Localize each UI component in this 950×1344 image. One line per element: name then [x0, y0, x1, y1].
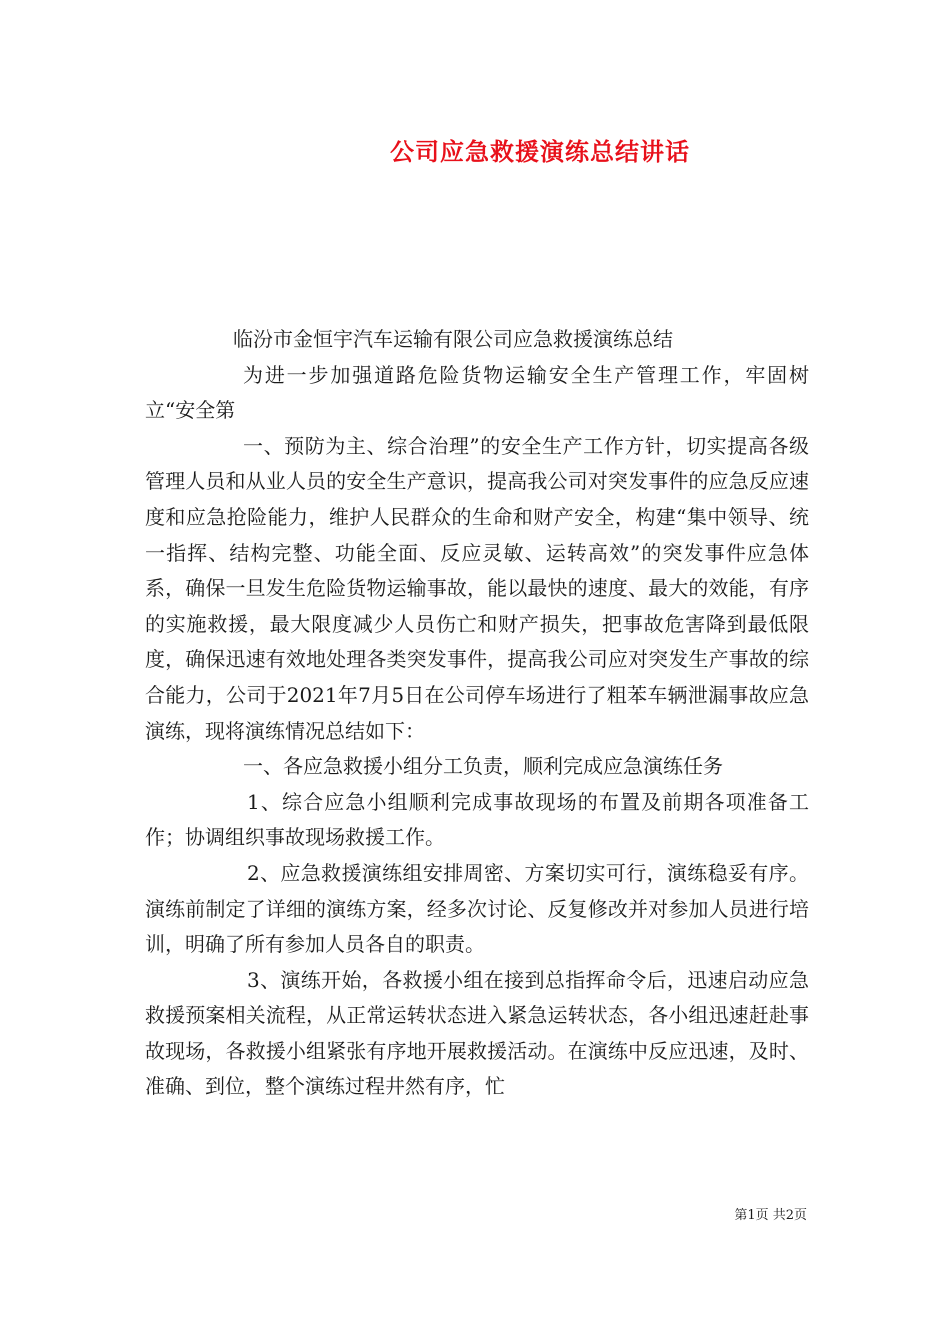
document-subtitle: 临汾市金恒宇汽车运输有限公司应急救援演练总结	[233, 327, 673, 351]
page-number: 第1页 共2页	[734, 1208, 807, 1223]
section-heading-1: 一、各应急救援小组分工负责，顺利完成应急演练任务	[243, 754, 723, 779]
paragraph-item-1: 1、综合应急小组顺利完成事故现场的布置及前期各项准备工作；协调组织事故现场救援工作。	[145, 789, 809, 850]
document-body	[145, 322, 809, 1105]
paragraph-item-3: 3、演练开始，各救援小组在接到总指挥命令后，迅速启动应急救援预案相关流程，从正常运转状态进入紧急运转状态，各小组迅速赶赴事故现场，各救援小组紧张有序地开展救援活动。在演练中反应迅速，及时、准确、到位，整个演练过程井然有序，忙	[145, 967, 809, 1099]
paragraph-item-2: 2、应急救援演练组安排周密、方案切实可行，演练稳妥有序。演练前制定了详细的演练方案，经多次讨论、反复修改并对参加人员进行培训，明确了所有参加人员各自的职责。	[145, 860, 809, 957]
paragraph-2: 一、预防为主、综合治理”的安全生产工作方针，切实提高各级管理人员和从业人员的安全生产意识，提高我公司对突发事件的应急反应速度和应急抢险能力，维护人民群众的生命和财产安全，构建“集中领导、统一指挥、结构完整、功能全面、反应灵敏、运转高效”的突发事件应急体系，确保一旦发生危险货物运输事故，能以最快的速度、最大的效能，有序的实施救援，最大限度减少人员伤亡和财产损失，把事故危害降到最低限度，确保迅速有效地处理各类突发事件，提高我公司应对突发生产事故的综合能力，公司于2021年7月5日在公司停车场进行了粗苯车辆泄漏事故应急演练，现将演练情况总结如下：	[145, 433, 809, 743]
document-title: 公司应急救援演练总结讲话	[390, 137, 690, 166]
paragraph-1: 为进一步加强道路危险货物运输安全生产管理工作，牢固树立“安全第	[145, 362, 809, 423]
